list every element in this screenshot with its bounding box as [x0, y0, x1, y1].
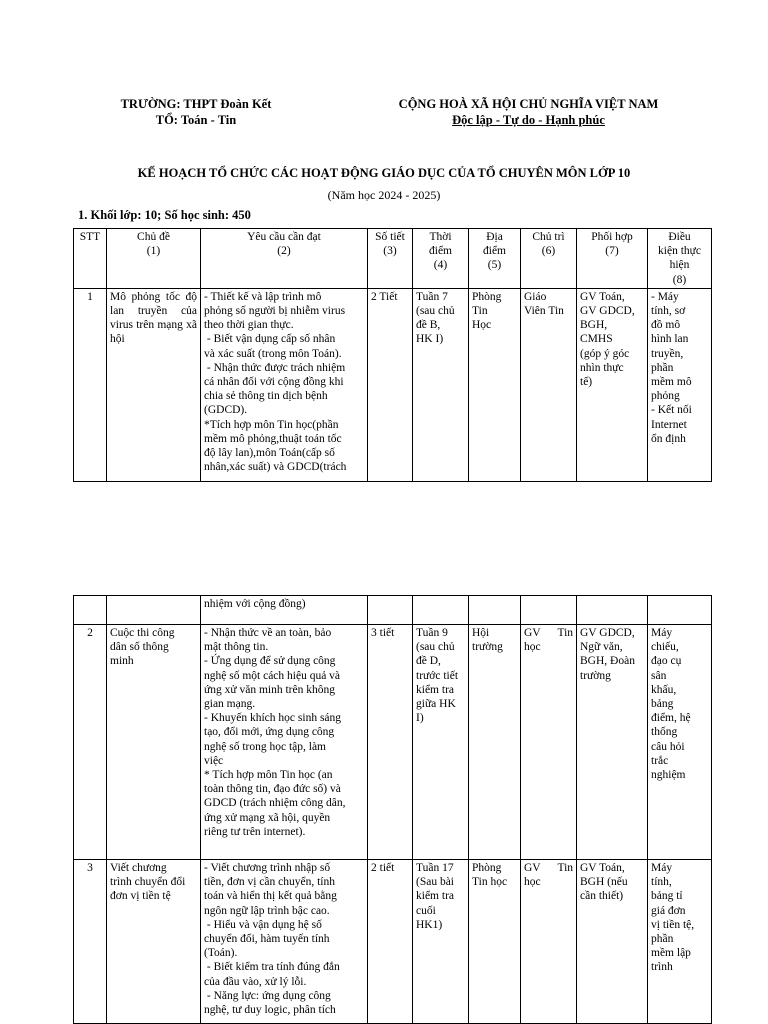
row-2-stt-text: 2	[87, 627, 93, 639]
cell-line: phỏng	[651, 390, 680, 403]
cell-line: của đầu vào, xử lý lỗi.	[204, 975, 307, 988]
cell-line: gian mạng.	[204, 698, 256, 711]
plan-table-part-2	[73, 595, 712, 1024]
cell-line: HK1)	[416, 918, 443, 931]
row-3-time	[413, 860, 469, 1024]
row-1-requirements	[201, 288, 368, 481]
school-year: (Năm học 2024 - 2025)	[327, 188, 441, 202]
cell-line: Tuần 9	[416, 627, 448, 639]
cont-place	[469, 596, 521, 625]
cell-line: theo thời gian thực.	[204, 319, 294, 332]
cell-line: chia sẻ thông tin dịch bệnh	[204, 390, 328, 403]
row-2-time	[413, 625, 469, 860]
row-1-host	[521, 288, 577, 481]
row-3-place	[469, 860, 521, 1024]
cell-line: cá nhân đối với cộng đồng khi	[204, 376, 344, 389]
cell-line: chiếu,	[651, 641, 679, 654]
cell-line: (sau chủ	[416, 641, 455, 654]
cell-line: Học	[472, 319, 492, 332]
row-3-periods-text: 2 tiết	[371, 862, 395, 874]
row-2-periods-text: 3 tiết	[371, 627, 395, 639]
cell-line: - Khuyến khích học sinh sáng	[204, 712, 342, 725]
motto	[376, 112, 681, 129]
cell-line: nhân,xác suất) và GDCD(trách	[204, 461, 347, 474]
row-1-stt	[74, 288, 107, 481]
cell-line: Phối hợp	[591, 231, 633, 243]
row-2-stt	[74, 625, 107, 860]
cell-line: (GDCD).	[204, 404, 248, 417]
cell-line: trình chuyển đổi	[110, 876, 186, 889]
header-host	[521, 229, 577, 289]
cell-line: nghệ số một cách hiệu quả và	[204, 669, 341, 682]
group-name: TỔ: Toán - Tin	[155, 113, 237, 127]
cell-line: giá đơn	[651, 904, 686, 917]
cell-line: - Năng lực: ứng dụng công	[204, 989, 331, 1002]
header-stt-label: STT	[79, 231, 101, 243]
cell-line: (3)	[383, 245, 397, 258]
row-1-place	[469, 288, 521, 481]
cell-line: dân số thông	[110, 641, 169, 654]
cell-line: *Tích hợp môn Tin học(phần	[204, 418, 339, 431]
cell-line: (7)	[605, 245, 619, 258]
row-2-coordinate	[577, 625, 648, 860]
row-2-periods	[368, 625, 413, 860]
cell-line: Phòng	[472, 862, 502, 874]
cell-line: hiện	[669, 259, 690, 272]
cont-periods	[368, 596, 413, 625]
table-header-row	[74, 229, 712, 289]
cell-line: đề B,	[416, 319, 441, 332]
cell-line: tạo, đổi mới, ứng dụng công	[204, 726, 335, 739]
table-row	[74, 288, 712, 481]
cell-line: (4)	[433, 259, 448, 272]
cell-line: học	[524, 876, 541, 889]
cell-line: Điều	[668, 231, 691, 243]
header-place	[469, 229, 521, 289]
row-3-coordinate	[577, 860, 648, 1024]
cell-line: Yêu cầu cần đạt	[247, 231, 321, 243]
cell-line: - Nhận thức về an toàn, bảo	[204, 627, 332, 639]
row-1-topic-text: Mô phỏng tốc độ lan truyền của virus trên mạng xã hội	[110, 290, 197, 346]
cont-time	[413, 596, 469, 625]
row-1-requirements-text	[204, 290, 364, 479]
cell-line: CMHS	[580, 333, 613, 346]
cell-line: kiểm tra	[416, 683, 454, 696]
cell-line: điểm, hệ	[651, 712, 691, 725]
row-1-time	[413, 288, 469, 481]
cell-line: (góp ý góc	[580, 347, 630, 360]
cell-line: trình	[651, 961, 673, 974]
cell-line: - Ứng dụng để sử dụng công	[204, 655, 336, 668]
table-row	[74, 625, 712, 860]
cell-line: ứng xử mạng xã hội, quyền	[204, 811, 331, 824]
cell-line: Cuộc thi công	[110, 627, 175, 639]
cell-line: - Biết kiểm tra tính đúng đắn	[204, 961, 340, 974]
cell-line: GV GDCD,	[580, 627, 635, 639]
cell-line: khấu,	[651, 683, 677, 696]
cell-line: cuối	[416, 904, 436, 917]
cell-line: câu hỏi	[651, 740, 685, 753]
row-3-topic	[107, 860, 201, 1024]
cell-line: riêng tư trên internet).	[204, 825, 306, 838]
cell-line: Chủ đề	[137, 231, 170, 243]
cell-line: Phòng	[472, 290, 502, 303]
cell-line: đề D,	[416, 655, 441, 668]
row-3-stt	[74, 860, 107, 1024]
cell-line: I)	[416, 712, 424, 725]
cont-stt	[74, 596, 107, 625]
row-3-periods	[368, 860, 413, 1024]
cell-line: Tuần 7	[416, 290, 448, 303]
cell-line: Viên Tin	[524, 305, 564, 318]
cell-line: học	[524, 641, 541, 654]
cell-line: thống	[651, 726, 678, 739]
header-periods	[368, 229, 413, 289]
cell-line: trắc	[651, 754, 669, 767]
cell-line: mềm mô	[651, 376, 692, 389]
cell-line: đơn vị tiền tệ	[110, 890, 171, 903]
table-row	[74, 860, 712, 1024]
cell-line: kiện thực	[658, 245, 701, 258]
cell-line: Máy	[651, 627, 673, 639]
cell-line: BGH (nếu	[580, 876, 628, 889]
cell-line: điểm	[429, 245, 452, 258]
cell-line: ngôn ngữ lập trình bậc cao.	[204, 904, 330, 917]
cont-coordinate	[577, 596, 648, 625]
cell-line: (8)	[672, 273, 687, 286]
cell-line: nghiệm	[651, 769, 686, 782]
cell-line: tiền, đơn vị cần chuyển, tính	[204, 876, 335, 889]
row-1-conditions	[648, 288, 712, 481]
cell-line: Thời	[429, 231, 452, 243]
cell-line: GV Tin	[524, 862, 574, 874]
cell-line: Tin	[472, 305, 488, 318]
cell-line: - Máy	[651, 290, 679, 303]
cell-line: điểm	[483, 245, 506, 258]
cell-line: đạo cụ	[651, 655, 682, 668]
cell-line: mật thông tin.	[204, 641, 269, 654]
cell-line: mềm mô phỏng,thuật toán tốc	[204, 432, 342, 445]
cell-line: đồ mô	[651, 319, 681, 332]
cell-line: Chủ trì	[532, 231, 565, 243]
cell-line: truyền,	[651, 347, 684, 360]
cell-line: chuyển đổi, hàm tuyến tính	[204, 933, 330, 946]
header-stt	[74, 229, 107, 289]
cell-line: GV Tin	[524, 627, 574, 639]
cell-line: giữa HK	[416, 698, 456, 711]
row-2-conditions	[648, 625, 712, 860]
cell-line: bảng	[651, 698, 674, 711]
cell-line: tế)	[580, 376, 593, 389]
header-conditions	[648, 229, 712, 289]
cell-line: GV Toán,	[580, 862, 625, 874]
cell-line: kiểm tra	[416, 890, 454, 903]
cont-conditions	[648, 596, 712, 625]
header-topic	[107, 229, 201, 289]
cell-line: phần	[651, 361, 674, 374]
cell-line: - Hiểu và vận dụng hệ số	[204, 918, 322, 931]
cell-line: - Viết chương trình nhập số	[204, 862, 331, 874]
cell-line: HK I)	[416, 333, 444, 346]
cell-line: ứng xử văn minh trên không	[204, 683, 335, 696]
cell-line: Hội	[472, 627, 490, 639]
cell-line: trường	[580, 669, 611, 682]
cell-line: nhìn thực	[580, 361, 624, 374]
nation-name: CỘNG HOÀ XÃ HỘI CHỦ NGHĨA VIỆT NAM	[398, 97, 659, 111]
cell-line: Viết chương	[110, 862, 167, 874]
row-2-topic	[107, 625, 201, 860]
cell-line: minh	[110, 655, 134, 668]
cell-line: GV GDCD,	[580, 305, 635, 318]
cell-line: phần	[651, 933, 674, 946]
cell-line: nghệ, tư duy logic, phân tích	[204, 1004, 336, 1017]
cell-line: nghệ số trong học tập, làm	[204, 740, 327, 753]
cell-line: hình lan	[651, 333, 689, 346]
cell-line: và xác suất (trong môn Toán).	[204, 347, 342, 360]
cell-line: - Biết vận dụng cấp số nhân	[204, 333, 336, 346]
cell-line: tính, sơ	[651, 305, 686, 318]
cell-line: Tin học	[472, 876, 508, 889]
cell-line: toán và hiển thị kết quả bằng	[204, 890, 337, 903]
cell-line: tính,	[651, 876, 672, 889]
cont-topic	[107, 596, 201, 625]
cell-line: (sau chủ	[416, 305, 455, 318]
cell-line: - Thiết kế và lập trình mô	[204, 290, 322, 303]
cell-line: (6)	[541, 245, 556, 258]
cell-line: Ngữ văn,	[580, 641, 623, 654]
cell-line: cần thiết)	[580, 890, 624, 903]
motto-text: Độc lập - Tự do - Hạnh phúc	[452, 113, 605, 127]
cell-line: mềm lập	[651, 947, 691, 960]
cell-line: (Sau bài	[416, 876, 455, 889]
cell-line: việc	[204, 754, 224, 767]
cell-line: sân	[651, 669, 667, 682]
cell-line: GV Toán,	[580, 290, 625, 303]
row-1-periods	[368, 288, 413, 481]
cell-line: độ lây lan),môn Toán(cấp số	[204, 447, 335, 460]
cell-line: Địa	[486, 231, 503, 243]
plan-table-part-1	[73, 228, 712, 482]
school-name: TRƯỜNG: THPT Đoàn Kết	[120, 97, 272, 111]
grade-info: 1. Khối lớp: 10; Số học sinh: 450	[78, 208, 251, 222]
cell-line: vị tiền tệ,	[651, 918, 695, 931]
cell-line: (Toán).	[204, 947, 238, 960]
continuation-text: nhiệm với cộng đồng)	[204, 598, 306, 610]
row-3-requirements	[201, 860, 368, 1024]
header-time	[413, 229, 469, 289]
row-3-host	[521, 860, 577, 1024]
cell-line: BGH, Đoàn	[580, 655, 635, 668]
cell-line: * Tích hợp môn Tin học (an	[204, 769, 333, 782]
cell-line: Internet	[651, 418, 687, 431]
cont-host	[521, 596, 577, 625]
cell-line: (5)	[487, 259, 502, 272]
row-3-conditions	[648, 860, 712, 1024]
row-2-requirements	[201, 625, 368, 860]
row-2-host	[521, 625, 577, 860]
document-title: KẾ HOẠCH TỔ CHỨC CÁC HOẠT ĐỘNG GIÁO DỤC CỦA TỔ CHUYÊN MÔN LỚP 10	[137, 166, 631, 180]
cont-requirements	[201, 596, 368, 625]
cell-line: BGH,	[580, 319, 608, 332]
cell-line: trường	[472, 641, 503, 654]
row-1-stt-text: 1	[87, 290, 93, 303]
cell-line: Tuần 17	[416, 862, 454, 874]
cell-line: (1)	[146, 245, 161, 258]
cell-line: - Nhận thức được trách nhiệm	[204, 361, 346, 374]
header-coordinate	[577, 229, 648, 289]
cell-line: phỏng số người bị nhiễm virus	[204, 305, 346, 318]
cell-line: Giáo	[524, 290, 547, 303]
row-1-coordinate	[577, 288, 648, 481]
row-3-stt-text: 3	[87, 862, 93, 874]
cell-line: trước tiết	[416, 669, 459, 682]
row-2-place	[469, 625, 521, 860]
cell-line: Máy	[651, 862, 673, 874]
cell-line: toàn thông tin, đạo đức số) và	[204, 783, 341, 796]
row-1-topic	[107, 288, 201, 481]
cell-line: GDCD (trách nhiệm công dân,	[204, 797, 346, 810]
cell-line: bảng tỉ	[651, 890, 683, 903]
cell-line: (2)	[277, 245, 291, 258]
table-row	[74, 596, 712, 625]
cell-line: - Kết nối	[651, 404, 692, 417]
cell-line: ổn định	[651, 432, 686, 445]
row-1-periods-text: 2 Tiết	[371, 290, 398, 303]
cell-line: Số tiết	[375, 231, 405, 243]
header-requirements	[201, 229, 368, 289]
